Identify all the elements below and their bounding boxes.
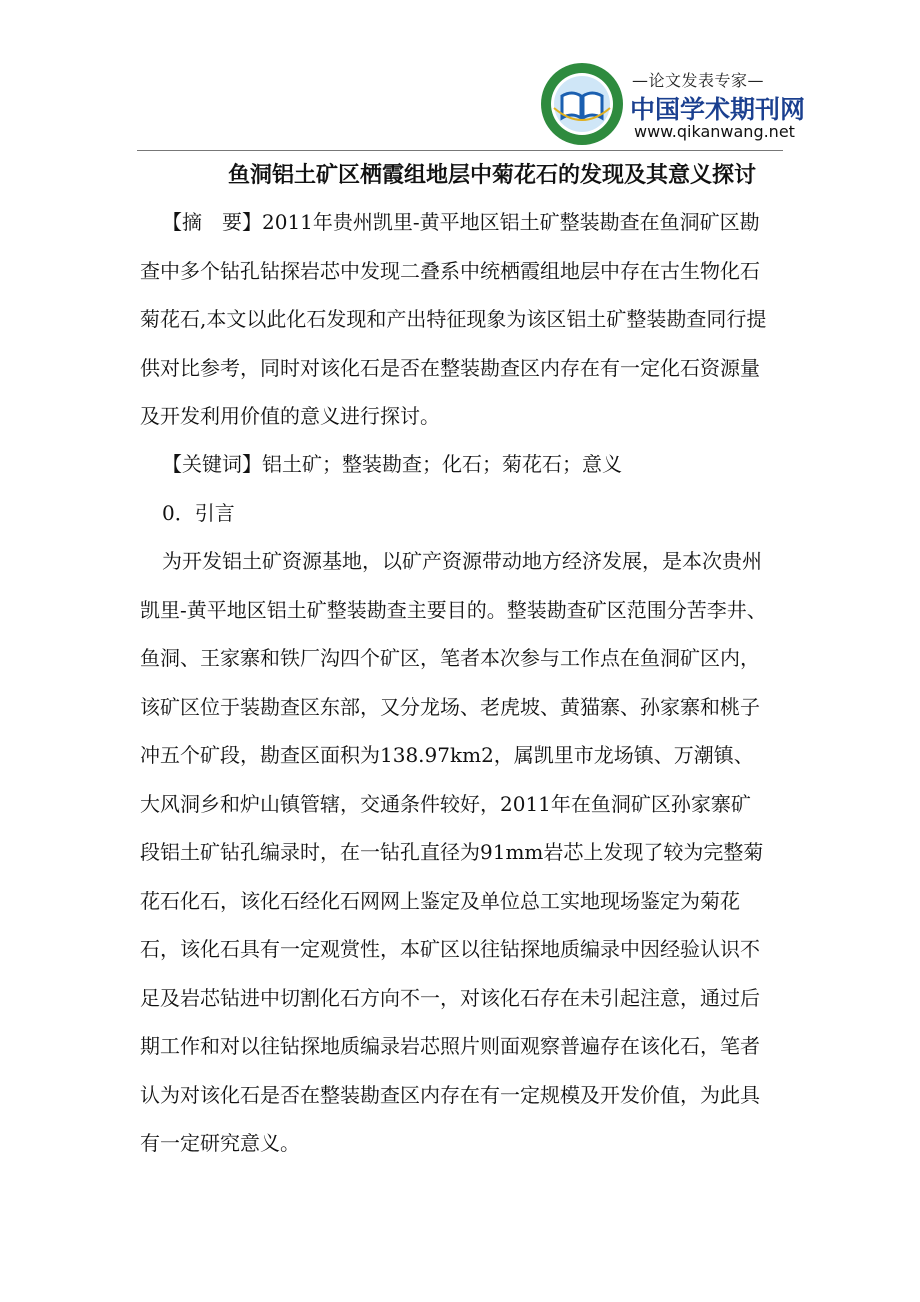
keywords-text: 铝土矿；整装勘查；化石；菊花石；意义 xyxy=(262,452,622,476)
keywords-label: 【关键词】 xyxy=(162,452,262,476)
header-divider xyxy=(137,150,783,151)
body-paragraph: 为开发铝土矿资源基地，以矿产资源带动地方经济发展，是本次贵州凯里-黄平地区铝土矿整装勘查主要目的。整装勘查矿区范围分苦李井、鱼洞、王家寨和铁厂沟四个矿区，笔者本次参与工作点在鱼洞矿区内，该矿区位于装勘查区东部，又分龙场、老虎坡、黄猫寨、孙家寨和桃子冲五个矿段，勘查区面积为138.97km2，属凯里市龙场镇、万潮镇、大风洞乡和炉山镇管辖，交通条件较好，2011年在鱼洞矿区孙家寨矿段铝土矿钻孔编录时，在一钻孔直径为91mm岩芯上发现了较为完整菊花石化石，该化石经化石网网上鉴定及单位总工实地现场鉴定为菊花石，该化石具有一定观赏性，本矿区以往钻探地质编录中因经验认识不足及岩芯钻进中切割化石方向不一，对该化石存在未引起注意，通过后期工作和对以往钻探地质编录岩芯照片则面观察普遍存在该化石，笔者认为对该化石是否在整装勘查区内存在有一定规模及开发价值，为此具有一定研究意义。 xyxy=(140,549,767,1155)
keywords-paragraph xyxy=(140,440,770,489)
abstract-text: 2011年贵州凯里-黄平地区铝土矿整装勘查在鱼洞矿区勘查中多个钻孔钻探岩芯中发现二叠系中统栖霞组地层中存在古生物化石菊花石,本文以此化石发现和产出特征现象为该区铝土矿整装勘查同行提供对比参考，同时对该化石是否在整装勘查区内存在有一定化石资源量及开发利用价值的意义进行探讨。 xyxy=(140,210,767,428)
qikanwang-emblem-icon xyxy=(540,62,624,146)
logo-slogan: —论文发表专家— xyxy=(632,71,765,90)
abstract-label: 【摘 要】 xyxy=(162,210,262,234)
logo-url: www.qikanwang.net xyxy=(634,122,795,141)
section-heading: 0．引言 xyxy=(162,501,235,525)
site-logo xyxy=(540,62,806,148)
logo-site-name: 中国学术期刊网 xyxy=(630,95,806,124)
abstract-paragraph xyxy=(140,198,770,441)
page-title: 鱼洞铝土矿区栖霞组地层中菊花石的发现及其意义探讨 xyxy=(227,162,756,188)
